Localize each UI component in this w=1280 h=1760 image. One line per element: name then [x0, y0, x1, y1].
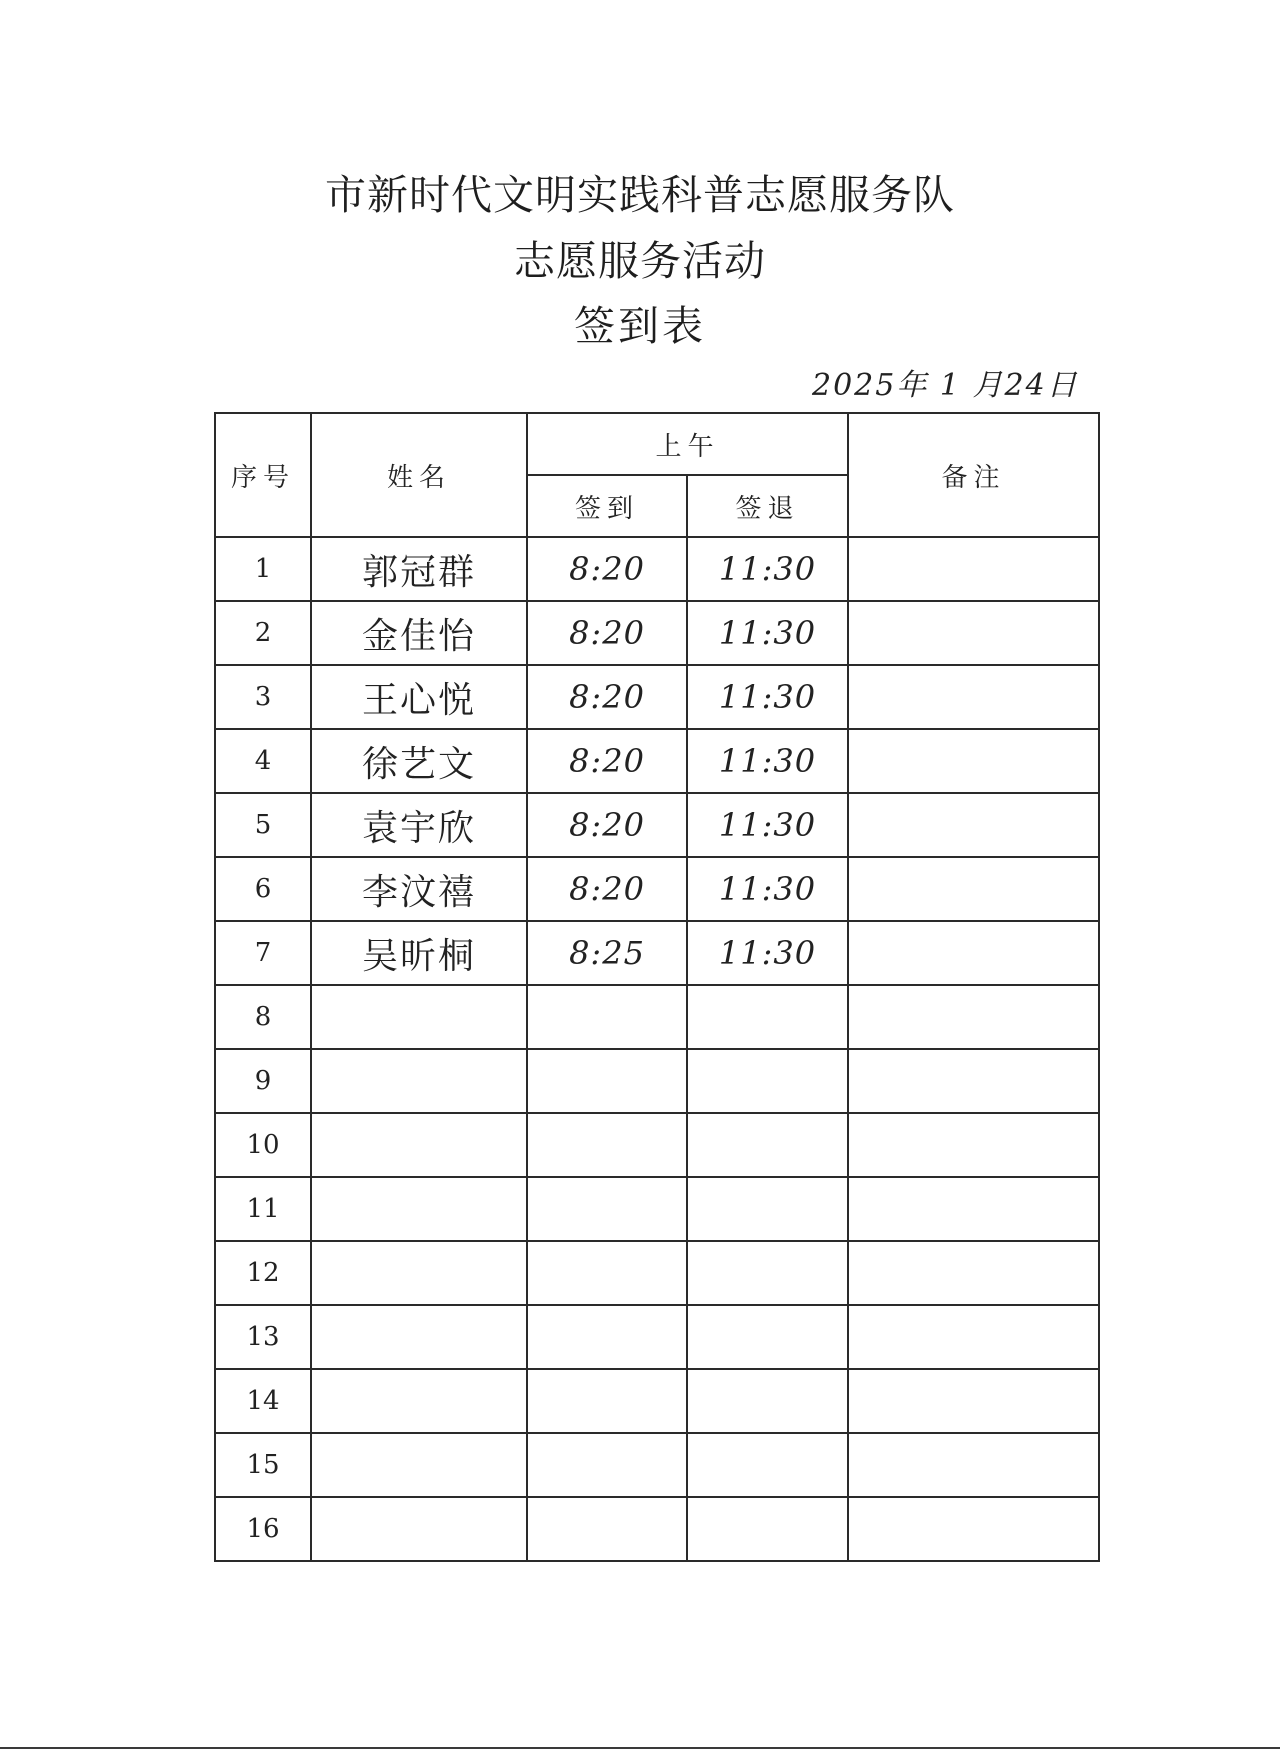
row-index-cell: 16 [215, 1497, 311, 1561]
table-row [215, 1177, 1099, 1241]
row-index-cell: 15 [215, 1433, 311, 1497]
table-row [215, 1369, 1099, 1433]
row-sign-in-cell [527, 1497, 687, 1561]
row-remarks-cell [848, 1369, 1099, 1433]
row-sign-out-cell: 11:30 [687, 793, 848, 857]
row-name-cell: 李汶禧 [311, 857, 527, 921]
table-row [215, 985, 1099, 1049]
row-name-cell [311, 1177, 527, 1241]
header-sign-in: 签到 [527, 475, 687, 537]
row-remarks-cell [848, 601, 1099, 665]
table-row [215, 729, 1099, 793]
row-sign-in-cell: 8:20 [527, 857, 687, 921]
row-name-cell [311, 1113, 527, 1177]
row-index-cell: 1 [215, 537, 311, 601]
row-sign-in-cell [527, 1241, 687, 1305]
row-sign-out-cell: 11:30 [687, 857, 848, 921]
table-row [215, 1305, 1099, 1369]
row-sign-out-cell [687, 1049, 848, 1113]
activity-title: 志愿服务活动 [514, 237, 766, 285]
row-sign-in-cell: 8:20 [527, 537, 687, 601]
row-index-cell: 6 [215, 857, 311, 921]
row-name-cell [311, 985, 527, 1049]
row-sign-out-cell: 11:30 [687, 601, 848, 665]
row-sign-in-cell [527, 1113, 687, 1177]
row-index-cell: 7 [215, 921, 311, 985]
row-remarks-cell [848, 537, 1099, 601]
row-name-cell [311, 1369, 527, 1433]
row-sign-out-cell [687, 985, 848, 1049]
row-sign-in-cell [527, 1049, 687, 1113]
row-remarks-cell [848, 857, 1099, 921]
handwritten-date: 2025年 1 月24日 [812, 368, 1079, 403]
table-row [215, 921, 1099, 985]
row-sign-in-cell: 8:20 [527, 729, 687, 793]
table-row [215, 1049, 1099, 1113]
table-header [215, 413, 1099, 537]
table-row [215, 793, 1099, 857]
row-index-cell: 4 [215, 729, 311, 793]
table-row [215, 601, 1099, 665]
row-index-cell: 10 [215, 1113, 311, 1177]
row-sign-in-cell: 8:20 [527, 601, 687, 665]
row-sign-in-cell [527, 1177, 687, 1241]
row-sign-out-cell [687, 1241, 848, 1305]
table-row [215, 857, 1099, 921]
row-index-cell: 5 [215, 793, 311, 857]
row-name-cell [311, 1241, 527, 1305]
row-sign-out-cell: 11:30 [687, 729, 848, 793]
row-name-cell: 金佳怡 [311, 601, 527, 665]
row-remarks-cell [848, 985, 1099, 1049]
row-remarks-cell [848, 665, 1099, 729]
header-remarks: 备注 [848, 413, 1099, 537]
row-index-cell: 12 [215, 1241, 311, 1305]
row-name-cell [311, 1049, 527, 1113]
table-row [215, 1497, 1099, 1561]
row-index-cell: 13 [215, 1305, 311, 1369]
table-row [215, 1113, 1099, 1177]
row-index-cell: 14 [215, 1369, 311, 1433]
row-remarks-cell [848, 1241, 1099, 1305]
row-sign-out-cell [687, 1113, 848, 1177]
sheet-title: 签到表 [574, 302, 706, 350]
row-sign-out-cell: 11:30 [687, 665, 848, 729]
table-row [215, 1433, 1099, 1497]
row-sign-out-cell [687, 1305, 848, 1369]
row-sign-out-cell [687, 1497, 848, 1561]
row-name-cell: 袁宇欣 [311, 793, 527, 857]
bottom-rule [0, 1747, 1280, 1749]
row-name-cell: 郭冠群 [311, 537, 527, 601]
row-sign-in-cell: 8:25 [527, 921, 687, 985]
row-sign-in-cell [527, 1305, 687, 1369]
row-index-cell: 3 [215, 665, 311, 729]
row-name-cell: 吴昕桐 [311, 921, 527, 985]
row-sign-in-cell [527, 985, 687, 1049]
row-name-cell: 徐艺文 [311, 729, 527, 793]
row-name-cell [311, 1433, 527, 1497]
row-index-cell: 9 [215, 1049, 311, 1113]
row-sign-out-cell [687, 1433, 848, 1497]
row-sign-in-cell: 8:20 [527, 665, 687, 729]
table-row [215, 537, 1099, 601]
row-sign-out-cell: 11:30 [687, 921, 848, 985]
header-name: 姓名 [311, 413, 527, 537]
row-remarks-cell [848, 1113, 1099, 1177]
row-name-cell [311, 1497, 527, 1561]
row-index-cell: 11 [215, 1177, 311, 1241]
row-index-cell: 8 [215, 985, 311, 1049]
table-row [215, 665, 1099, 729]
row-remarks-cell [848, 1433, 1099, 1497]
header-index: 序号 [215, 413, 311, 537]
row-name-cell [311, 1305, 527, 1369]
row-remarks-cell [848, 793, 1099, 857]
row-name-cell: 王心悦 [311, 665, 527, 729]
header-period-morning: 上午 [527, 413, 848, 475]
row-sign-in-cell: 8:20 [527, 793, 687, 857]
row-remarks-cell [848, 1049, 1099, 1113]
sign-in-table [214, 412, 1100, 1562]
row-remarks-cell [848, 1177, 1099, 1241]
row-remarks-cell [848, 921, 1099, 985]
row-sign-out-cell [687, 1177, 848, 1241]
row-remarks-cell [848, 729, 1099, 793]
row-sign-in-cell [527, 1433, 687, 1497]
organization-title: 市新时代文明实践科普志愿服务队 [325, 171, 955, 219]
table-body [215, 537, 1099, 1561]
row-sign-out-cell [687, 1369, 848, 1433]
row-index-cell: 2 [215, 601, 311, 665]
table-row [215, 1241, 1099, 1305]
header-sign-out: 签退 [687, 475, 848, 537]
row-sign-out-cell: 11:30 [687, 537, 848, 601]
row-sign-in-cell [527, 1369, 687, 1433]
row-remarks-cell [848, 1497, 1099, 1561]
row-remarks-cell [848, 1305, 1099, 1369]
